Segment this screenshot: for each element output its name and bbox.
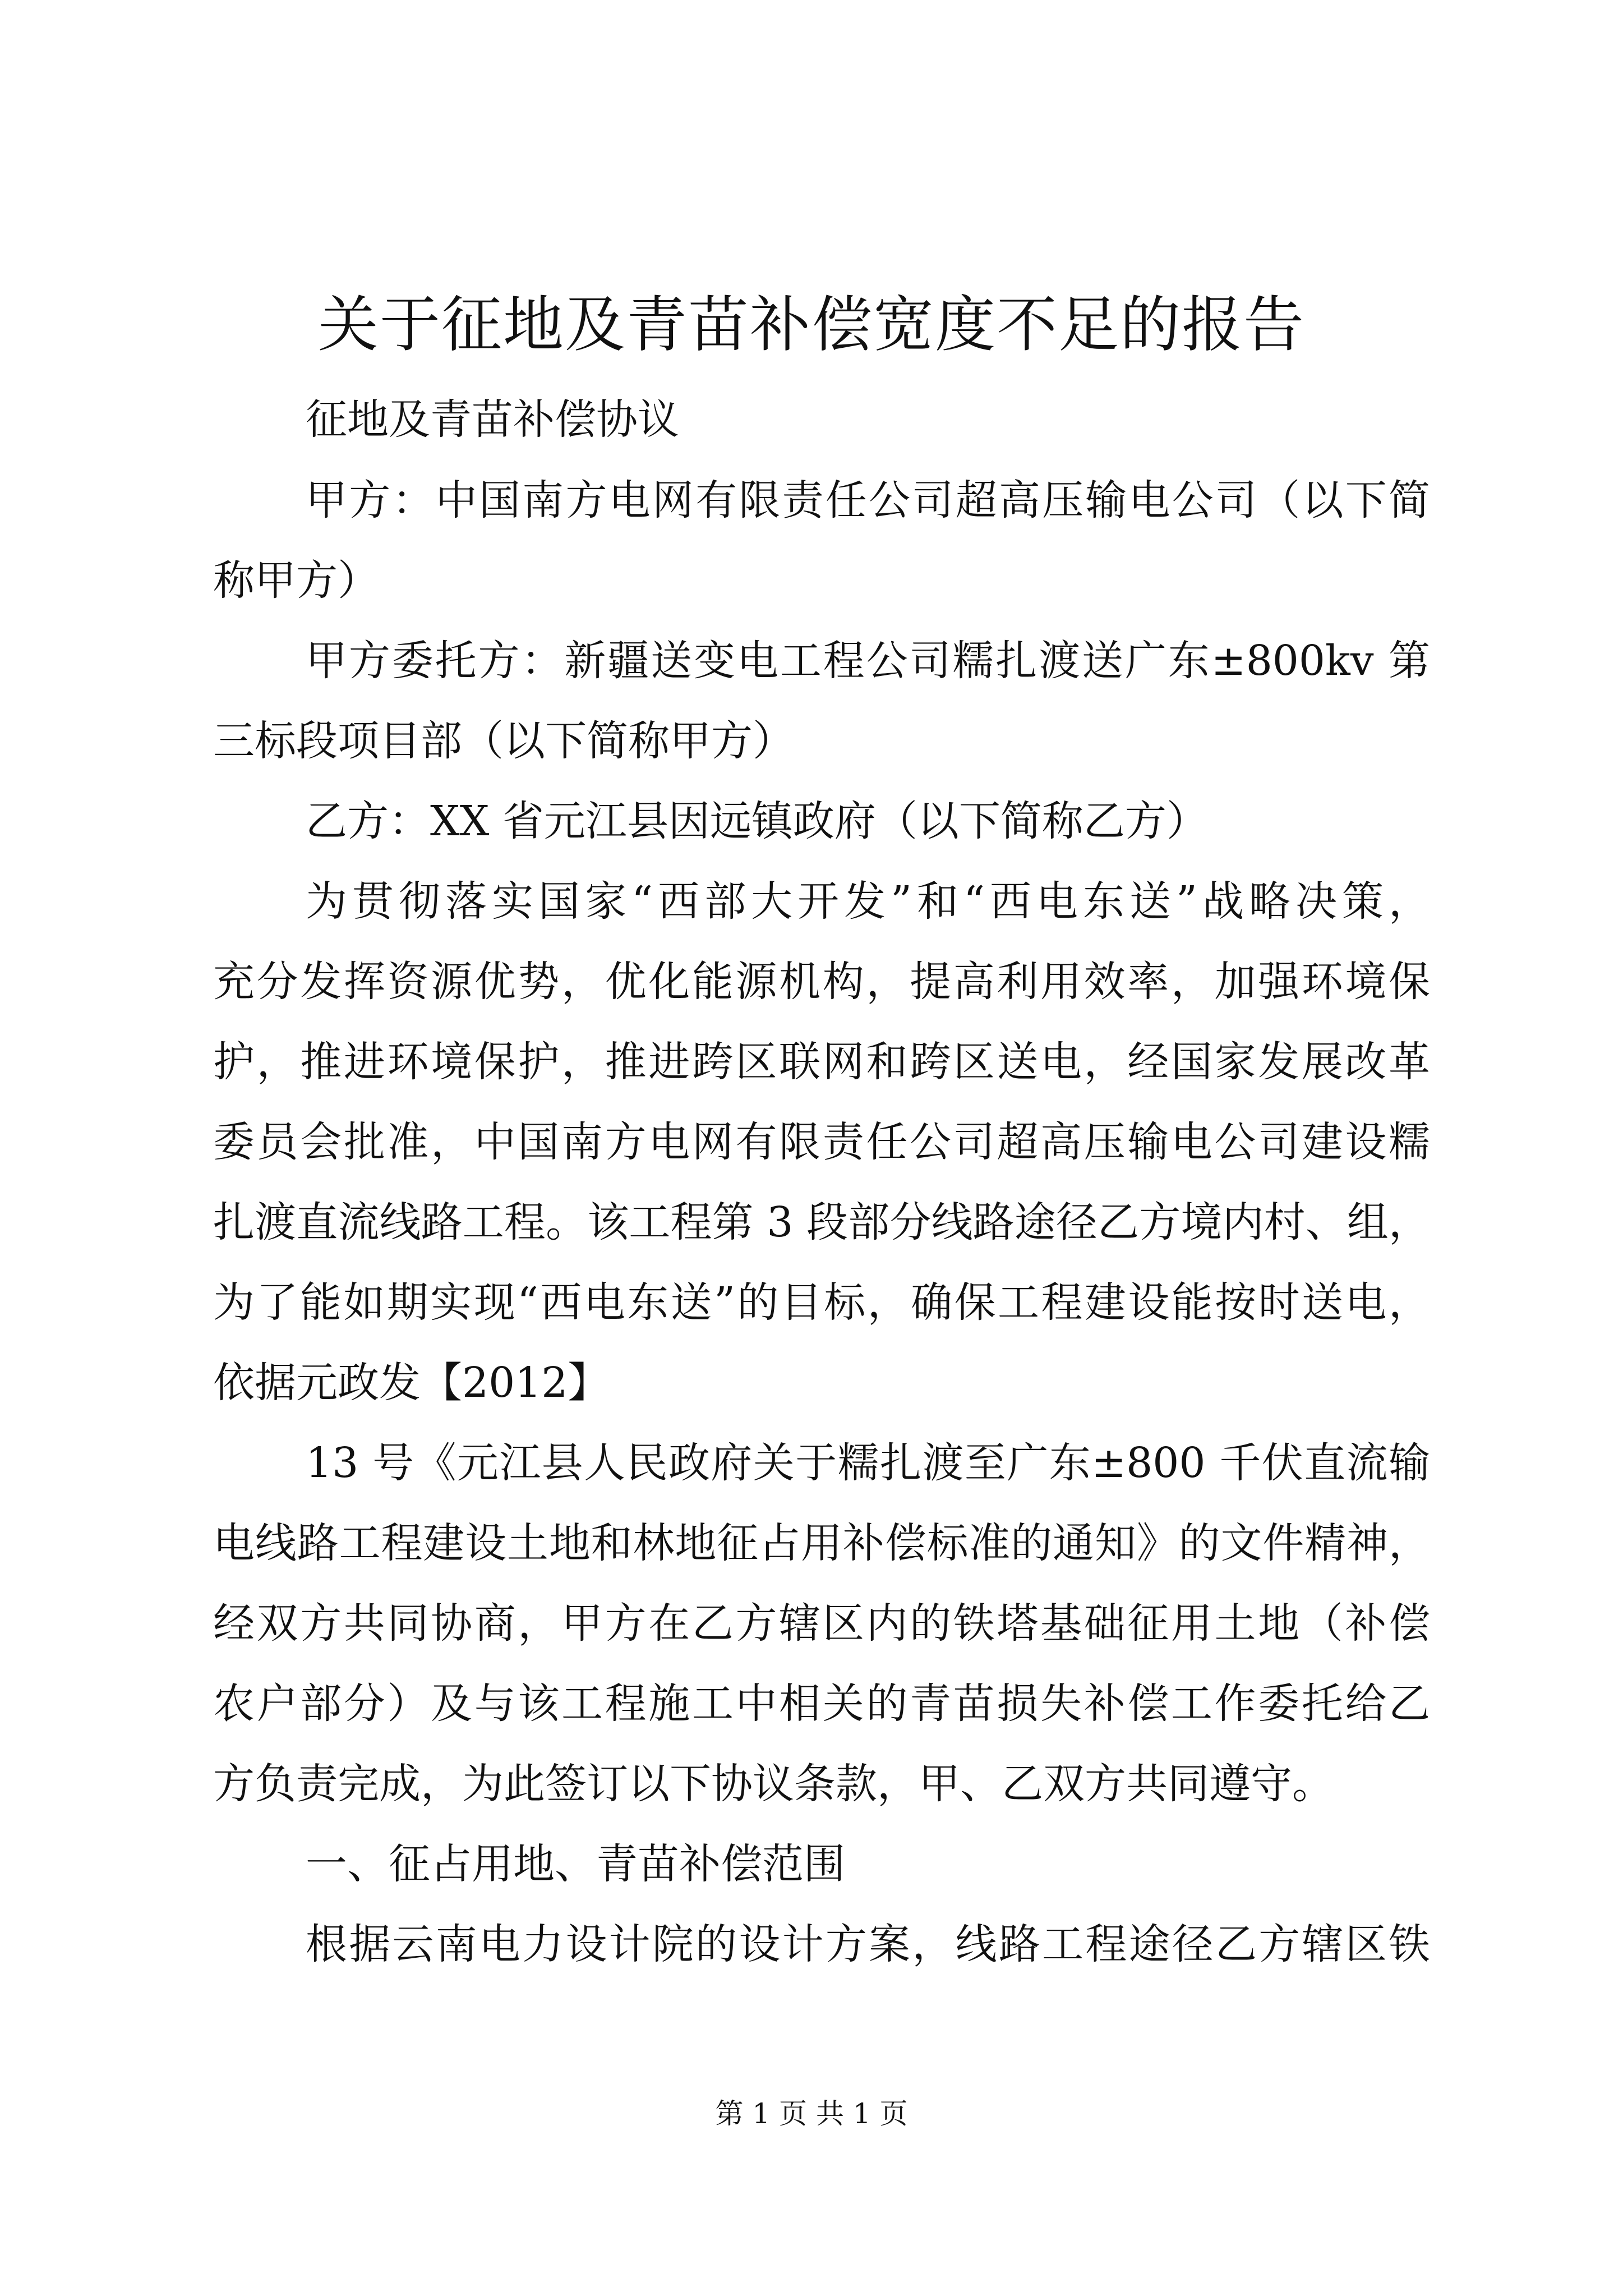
paragraph-line: 电线路工程建设土地和林地征占用补偿标准的通知》的文件精神， (213, 1519, 1430, 1567)
paragraph-line: 13 号《元江县人民政府关于糯扎渡至广东±800 千伏直流输 (306, 1439, 1430, 1487)
paragraph-line: 方负责完成，为此签订以下协议条款，甲、乙双方共同遵守。 (213, 1760, 1334, 1808)
paragraph-line: 农户部分）及与该工程施工中相关的青苗损失补偿工作委托给乙 (213, 1680, 1430, 1728)
paragraph-line: 依据元政发【2012】 (213, 1359, 610, 1407)
party-a-agent-line: 甲方委托方：新疆送变电工程公司糯扎渡送广东±800kv 第 (306, 637, 1430, 685)
paragraph-line: 护，推进环境保护，推进跨区联网和跨区送电，经国家发展改革 (213, 1038, 1430, 1086)
party-b-line: 乙方：XX 省元江县因远镇政府（以下简称乙方） (306, 797, 1208, 845)
paragraph-line: 扎渡直流线路工程。该工程第 3 段部分线路途径乙方境内村、组， (213, 1198, 1430, 1246)
document-title: 关于征地及青苗补偿宽度不足的报告 (317, 290, 1305, 360)
agreement-heading: 征地及青苗补偿协议 (306, 395, 679, 444)
paragraph-line: 为贯彻落实国家“西部大开发”和“西电东送”战略决策， (306, 877, 1430, 926)
paragraph-line: 根据云南电力设计院的设计方案，线路工程途径乙方辖区铁 (306, 1920, 1430, 1968)
paragraph-line: 为了能如期实现“西电东送”的目标，确保工程建设能按时送电， (213, 1278, 1430, 1327)
section-heading: 一、征占用地、青苗补偿范围 (306, 1840, 845, 1888)
paragraph-line: 充分发挥资源优势，优化能源机构，提高利用效率，加强环境保 (213, 958, 1430, 1006)
paragraph-line: 委员会批准，中国南方电网有限责任公司超高压输电公司建设糯 (213, 1118, 1430, 1166)
party-a-line: 称甲方） (213, 556, 379, 605)
party-a-line: 甲方：中国南方电网有限责任公司超高压输电公司（以下简 (306, 476, 1430, 524)
party-a-agent-line: 三标段项目部（以下简称甲方） (213, 717, 794, 765)
page-footer: 第 1 页 共 1 页 (715, 2097, 908, 2130)
paragraph-line: 经双方共同协商，甲方在乙方辖区内的铁塔基础征用土地（补偿 (213, 1599, 1430, 1648)
